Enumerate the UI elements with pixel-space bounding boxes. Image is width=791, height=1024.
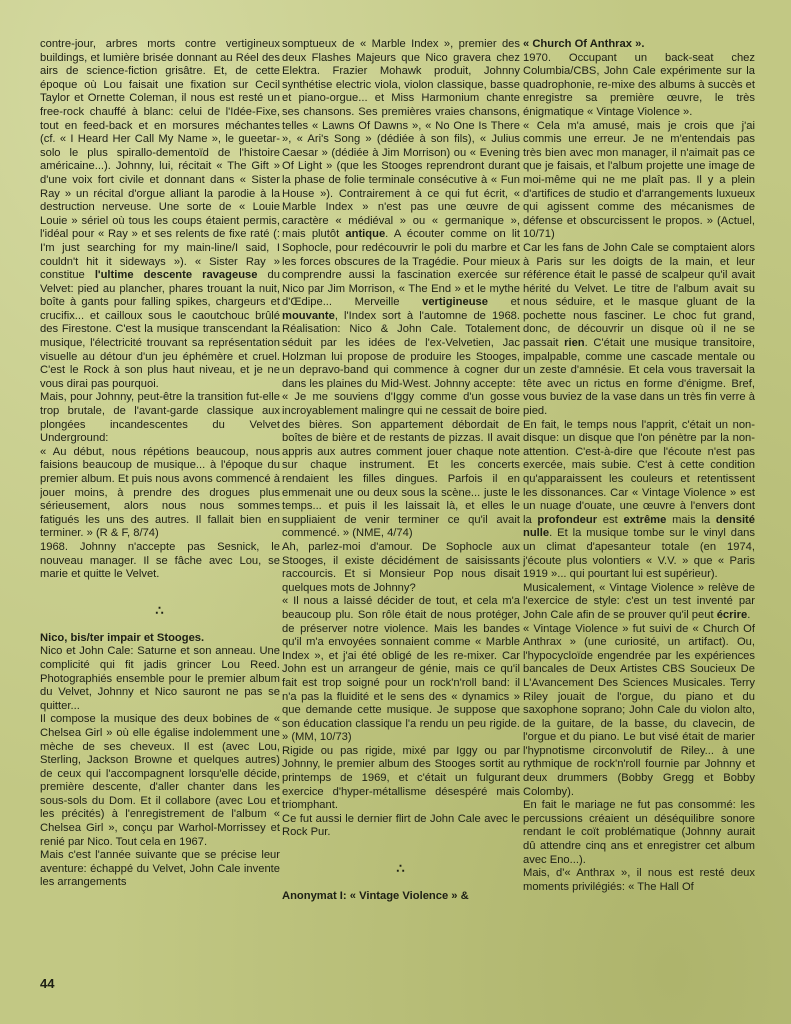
paragraph: Mais c'est l'année suivante que se précise leur aventure: échappé du Velvet, John Cale invente les arrangements <box>40 849 280 889</box>
paragraph: contre-jour, arbres morts contre vertigineux buildings, et lumière brisée donnant au Réel des airs de science-fiction grisâtre. Et, de cette époque où Lou faisait une fixation sur Cecil Taylor et Ornette Coleman, il nous est resté un free-rock chauffé à blanc: celui de l'Idée-Fixe, tout en feed-back et en morsures méchantes (cf. « I Heard Her Call My Name », le gueetar-solo le plus spirallo-dementoïd de l'histoire américaine...). Johnny, lui, récitait « The Gift » d'une voix fort civile et donnant dans « Sister Ray » un récital d'orgue alliant la parodie à la destruction nerveuse. Une sorte de « Louie Louie » sériel où tous les coups étaient permis, l'idéal pour « Ray » et ses relents de fixe raté (: I'm just searching for my main-line/I said, I couldn't hit it sideways »). « Sister Ray » constitue l'ultime descente ravageuse du Velvet: pied au plancher, phares trouant la nuit, boîte à gants pour falling spikes, chargeurs et crucifix... et cailloux sous le caoutchouc brûlé des Firestone. C'est la musique transcendant la musique, l'électricité trouvant sa représentation visuelle au détour d'un jeu éphémère et cruel. C'est le Rock à son plus haut niveau, et je ne vous dirai pas pourquoi. <box>40 38 280 390</box>
paragraph: Mais, d'« Anthrax », il nous est resté deux moments privilégiés: « The Hall Of <box>523 867 755 893</box>
paragraph: Mais, pour Johnny, peut-être la transition fut-elle trop brutale, de l'avant-garde classique aux plongées incandescentes du Velvet Underground: <box>40 391 280 445</box>
column-2 <box>282 38 520 998</box>
paragraph: 1968. Johnny n'accepte pas Sesnick, le nouveau manager. Il se fâche avec Lou, se marie et quitte le Velvet. <box>40 540 280 581</box>
paragraph: En fait, le temps nous l'apprit, c'était un non-disque: un disque que l'on pénètre par la non-attention. C'est-à-dire que l'écoute n'est pas exercée, mais subie. C'est à cette condition qu'apparaissent les couleurs et retentissent les dissonances. Car « Vintage Violence » est un nuage d'ouate, une œuvre à l'envers dont la profondeur est extrême mais la densité nulle. Et la musique tombe sur le vinyl dans un climat d'apesanteur totale (en 1974, j'écoute plus volontiers « V.V. » que « Paris 1919 »... qui pourtant lui est supérieur). <box>523 418 755 581</box>
page-number: 44 <box>40 976 55 991</box>
paragraph: Rigide ou pas rigide, mixé par Iggy ou par Johnny, le premier album des Stooges sortit au printemps de 1969, et c'était un fulgurant exercice d'hyper-métallisme désespéré mais triomphant. <box>282 744 520 812</box>
paragraph: « Vintage Violence » fut suivi de « Church Of Anthrax » (une curiosité, un artifact). Ou, l'hypocycloïde engendrée par les expériences bancales de Deux Artistes CBS Soucieux De L'Avancement Des Sciences Musicales. Terry Riley jouait de l'orgue, du piano et du saxophone soprano; John Cale du violon alto, de la guitare, de la basse, du clavecin, de l'orgue et du piano. Le but visé était de marier l'hypnotisme circonvolutif de Riley... à une rythmique de rock'n'roll fournie par Johnny et deux drummers (Bobby Gregg et Bobby Colomby). <box>523 622 755 798</box>
section-heading: Anonymat I: « Vintage Violence » & <box>282 890 469 903</box>
paragraph: En fait le mariage ne fut pas consommé: les percussions créaient un déséquilibre sonore rendant le coït problématique (Johnny aurait dû attendre cinq ans et enregistrer cet album avec Eno...). <box>523 799 755 866</box>
quote: « Au début, nous répétions beaucoup, nous faisions beaucoup de musique... à l'époque du premier album. Et puis nous avons commencé à jouer moins, à prendre des drogues plus sérieusement, alors nous nous sommes fatigués les uns des autres. Il fallait bien en terminer. » (R & F, 8/74) <box>40 445 280 540</box>
paragraph: Car les fans de John Cale se comptaient alors à Paris sur les doigts de la main, et leur référence était le passé de scalpeur qu'il avait hérité du Velvet. Le titre de l'album avait su nous séduire, et le masque gluant de la pochette nous fasciner. Le choc fut grand, donc, de découvrir un disque où il ne se passait rien. C'était une musique transitoire, impalpable, comme une cascade mentale ou un zeste d'amnésie. Et cela vous traversait la tête avec un rictus en forme d'énigme. Bref, vous buviez de la vase dans un très fin verre à pied. <box>523 241 755 418</box>
section-heading-continued: « Church Of Anthrax ». <box>523 38 645 50</box>
paragraph: Ce fut aussi le dernier flirt de John Cale avec le Rock Pur. <box>282 812 520 839</box>
paragraph: 1970. Occupant un back-seat chez Columbia/CBS, John Cale expérimente sur la quadrophonie, re-mixe des albums à succès et enregistre sa première œuvre, le très énigmatique « Vintage Violence ». <box>523 51 755 118</box>
quote: « Il nous a laissé décider de tout, et cela m'a beaucoup plu. Son rôle était de nous protéger, de préserver notre violence. Mais les bandes qu'il m'a envoyées sonnaient comme « Marble Index », et j'ai été obligé de les re-mixer. Car John est un arrangeur de génie, mais ce qu'il fait est trop soigné pour un rock'n'roll band: il n'a pas la fluidité et le sens des « dynamics » que demande cette musique. Je suppose que son éducation classique l'a rendu un peu rigide. » (MM, 10/73) <box>282 595 520 744</box>
column-1 <box>40 38 280 998</box>
column-3 <box>523 38 755 998</box>
paragraph: somptueux de « Marble Index », premier des deux Flashes Majeurs que Nico gravera chez Elektra. Frazier Mohawk produit, Johnny synthétise electric viola, violon classique, basse et piano-orgue... et Miss Harmonium chante ses chansons. Ses premières vraies chansons, telles « Lawns Of Dawns », « No One Is There », « Ari's Song » (dédiée à son fils), « Julius Caesar » (dédiée à Jim Morrison) ou « Evening Of Light » (que les Stooges reprendront durant la phase de folie terminale consécutive à « Fun House »). Contrairement à ce qui fut écrit, « Marble Index » n'est pas une œuvre de caractère « médiéval » ou « germanique », mais plutôt antique. A écouter comme on lit Sophocle, pour redécouvrir le poli du marbre et les forces obscures de la Tragédie. Pour mieux comprendre aussi la fascination exercée sur Nico par Jim Morrison, « The End » et le mythe d'Œdipe... Merveille vertigineuse et mouvante, l'Index sort à l'automne de 1968. Réalisation: Nico & John Cale. Totalement séduit par les idées de l'ex-Velvetien, Jac Holzman lui propose de produire les Stooges, un depravo-band qui commence à cogner dur dans les plaines du Mid-West. Johnny accepte: <box>282 38 520 390</box>
quote: « Je me souviens d'Iggy comme d'un gosse incroyablement malingre qui ne cessait de boire des bières. Son appartement débordait de boîtes de bière et de restants de pizzas. Il avait appris aux autres comment jouer chaque note sur chaque instrument. Et les concerts rendaient les filles dingues. Parfois il en emmenait une ou deux sous la scène... juste le temps... et puis il les laissait là, et elles le suppliaient de venir terminer ce qu'il avait commencé. » (NME, 4/74) <box>282 391 520 540</box>
section-heading: Nico, bis/ter impair et Stooges. <box>40 631 205 644</box>
paragraph: Il compose la musique des deux bobines de « Chelsea Girl » où elle égalise indolemment une mèche de ses cheveux. Il est (avec Lou, Sterling, Jackson Browne et quelques autres) de ceux qui l'accompagnent lorsqu'elle décide, première descente, d'aller chanter dans les sous-sols du Dom. Et il collabore (avec Lou et les précités) à l'enregistrement de l'album « Chelsea Girl », conçu par Warhol-Morrissey et renié par Nico. Tout cela en 1967. <box>40 713 280 848</box>
paragraph: Ah, parlez-moi d'amour. De Sophocle aux Stooges, il existe décidément de saisissants raccourcis. Et si Monsieur Pop nous disait quelques mots de Johnny? <box>282 540 520 594</box>
section-separator: ∴ <box>396 861 406 877</box>
paragraph: Nico et John Cale: Saturne et son anneau. Une complicité qui fit jadis grincer Lou Reed. Photographiés ensemble pour le premier album du Velvet, Johnny et Nico sauront ne pas se quitter... <box>40 645 280 712</box>
quote: « Cela m'a amusé, mais je crois que j'ai commis une erreur. Je ne m'entendais pas très bien avec mon manager, il n'aimait pas ce que je faisais, et l'album projette une image de moi-même qui ne me plaît pas. Il y a plein d'artifices de studio et d'arrangements luxueux qui agissent comme des mécanismes de défense et obscurcissent le propos. » (Actuel, 10/71) <box>523 119 755 241</box>
paragraph: Musicalement, « Vintage Violence » relève de l'exercice de style: c'est un test inventé par John Cale afin de se prouver qu'il peut écrire. <box>523 581 755 621</box>
section-separator: ∴ <box>155 602 165 618</box>
